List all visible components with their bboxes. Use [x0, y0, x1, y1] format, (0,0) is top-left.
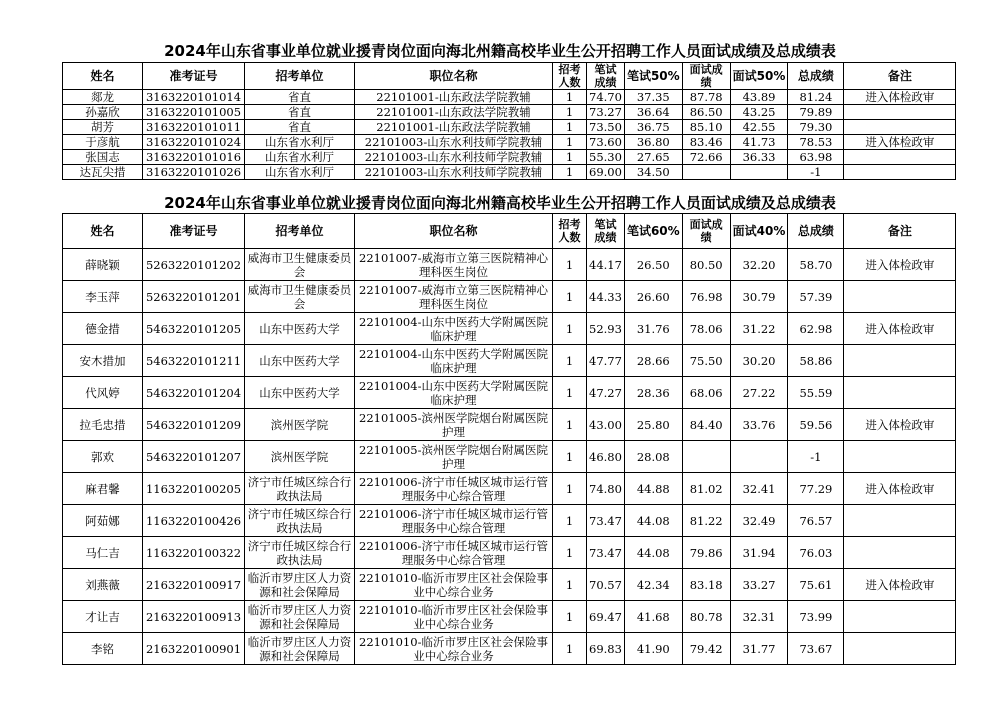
- cell-interview-weighted: 27.22: [730, 377, 788, 409]
- cell-interview-score: 76.98: [682, 281, 730, 313]
- cell-written-score: 69.00: [587, 165, 625, 180]
- cell-exam-id: 5463220101205: [143, 313, 245, 345]
- cell-interview-score: 68.06: [682, 377, 730, 409]
- header-name: 姓名: [63, 63, 143, 90]
- cell-recruiting-unit: 临沂市罗庄区人力资源和社会保障局: [245, 601, 355, 633]
- table-row: [63, 377, 956, 409]
- cell-interview-score: 87.78: [682, 90, 730, 105]
- cell-name: 安木措加: [63, 345, 143, 377]
- cell-exam-id: 5263220101201: [143, 281, 245, 313]
- cell-remark: [844, 537, 956, 569]
- cell-recruiting-unit: 山东省水利厅: [245, 150, 355, 165]
- table-row: [63, 473, 956, 505]
- cell-quota: 1: [553, 473, 587, 505]
- cell-interview-score: 79.42: [682, 633, 730, 665]
- cell-position-name: 22101004-山东中医药大学附属医院临床护理: [355, 345, 553, 377]
- cell-quota: 1: [553, 281, 587, 313]
- cell-quota: 1: [553, 165, 587, 180]
- cell-exam-id: 3163220101014: [143, 90, 245, 105]
- cell-written-score: 73.47: [587, 537, 625, 569]
- cell-interview-weighted: 30.20: [730, 345, 788, 377]
- cell-total-score: 62.98: [788, 313, 844, 345]
- cell-remark: [844, 150, 956, 165]
- table-row: [63, 537, 956, 569]
- cell-exam-id: 2163220100917: [143, 569, 245, 601]
- cell-name: 李铭: [63, 633, 143, 665]
- cell-written-score: 46.80: [587, 441, 625, 473]
- cell-interview-weighted: 30.79: [730, 281, 788, 313]
- cell-remark: 进入体检政审: [844, 135, 956, 150]
- cell-total-score: 79.89: [788, 105, 844, 120]
- cell-quota: 1: [553, 150, 587, 165]
- cell-interview-weighted: 32.49: [730, 505, 788, 537]
- table-row: [63, 150, 956, 165]
- cell-total-score: 57.39: [788, 281, 844, 313]
- cell-written-score: 47.27: [587, 377, 625, 409]
- cell-recruiting-unit: 济宁市任城区综合行政执法局: [245, 537, 355, 569]
- cell-recruiting-unit: 滨州医学院: [245, 409, 355, 441]
- cell-recruiting-unit: 临沂市罗庄区人力资源和社会保障局: [245, 633, 355, 665]
- cell-quota: 1: [553, 409, 587, 441]
- table-row: [63, 313, 956, 345]
- cell-written-score: 55.30: [587, 150, 625, 165]
- cell-written-weighted: 27.65: [624, 150, 682, 165]
- cell-total-score: 78.53: [788, 135, 844, 150]
- cell-remark: [844, 105, 956, 120]
- cell-interview-weighted: 31.22: [730, 313, 788, 345]
- cell-position-name: 22101006-济宁市任城区城市运行管理服务中心综合管理: [355, 537, 553, 569]
- cell-total-score: -1: [788, 165, 844, 180]
- table-row: [63, 441, 956, 473]
- cell-written-score: 73.50: [587, 120, 625, 135]
- cell-written-weighted: 28.66: [624, 345, 682, 377]
- cell-position-name: 22101007-威海市立第三医院精神心理科医生岗位: [355, 281, 553, 313]
- cell-name: 德金措: [63, 313, 143, 345]
- cell-interview-weighted: 33.27: [730, 569, 788, 601]
- cell-total-score: 58.70: [788, 249, 844, 281]
- cell-written-weighted: 36.80: [624, 135, 682, 150]
- cell-name: 李玉萍: [63, 281, 143, 313]
- table-row: [63, 345, 956, 377]
- cell-quota: 1: [553, 505, 587, 537]
- cell-position-name: 22101010-临沂市罗庄区社会保险事业中心综合业务: [355, 633, 553, 665]
- table-row: [63, 569, 956, 601]
- cell-recruiting-unit: 威海市卫生健康委员会: [245, 249, 355, 281]
- cell-interview-weighted: [730, 441, 788, 473]
- header-remark: 备注: [844, 63, 956, 90]
- cell-written-score: 73.60: [587, 135, 625, 150]
- cell-position-name: 22101004-山东中医药大学附属医院临床护理: [355, 313, 553, 345]
- header-interview-score: 面试成绩: [682, 63, 730, 90]
- cell-remark: [844, 120, 956, 135]
- cell-exam-id: 3163220101011: [143, 120, 245, 135]
- cell-name: 马仁吉: [63, 537, 143, 569]
- cell-name: 郯龙: [63, 90, 143, 105]
- table2-header-row: [63, 214, 956, 249]
- cell-interview-weighted: 42.55: [730, 120, 788, 135]
- cell-written-weighted: 36.64: [624, 105, 682, 120]
- cell-written-score: 44.17: [587, 249, 625, 281]
- cell-interview-score: 78.06: [682, 313, 730, 345]
- cell-exam-id: 1163220100205: [143, 473, 245, 505]
- cell-total-score: 76.03: [788, 537, 844, 569]
- cell-recruiting-unit: 省直: [245, 120, 355, 135]
- cell-quota: 1: [553, 249, 587, 281]
- cell-written-weighted: 31.76: [624, 313, 682, 345]
- cell-interview-score: 80.50: [682, 249, 730, 281]
- cell-remark: 进入体检政审: [844, 249, 956, 281]
- table-row: [63, 633, 956, 665]
- cell-quota: 1: [553, 601, 587, 633]
- cell-written-score: 47.77: [587, 345, 625, 377]
- cell-position-name: 22101010-临沂市罗庄区社会保险事业中心综合业务: [355, 569, 553, 601]
- table-row: [63, 409, 956, 441]
- cell-written-weighted: 25.80: [624, 409, 682, 441]
- cell-remark: [844, 441, 956, 473]
- cell-written-weighted: 36.75: [624, 120, 682, 135]
- cell-remark: [844, 345, 956, 377]
- cell-total-score: 59.56: [788, 409, 844, 441]
- cell-recruiting-unit: 省直: [245, 105, 355, 120]
- table2-body: [63, 249, 956, 665]
- cell-interview-score: 75.50: [682, 345, 730, 377]
- table-row: [63, 505, 956, 537]
- cell-interview-weighted: 32.41: [730, 473, 788, 505]
- header-written-score: 笔试成绩: [587, 214, 625, 249]
- cell-total-score: 73.99: [788, 601, 844, 633]
- cell-name: 刘燕薇: [63, 569, 143, 601]
- cell-total-score: 63.98: [788, 150, 844, 165]
- cell-written-score: 74.70: [587, 90, 625, 105]
- cell-interview-weighted: 43.89: [730, 90, 788, 105]
- cell-recruiting-unit: 山东中医药大学: [245, 377, 355, 409]
- table-row: [63, 165, 956, 180]
- cell-interview-score: 83.18: [682, 569, 730, 601]
- cell-exam-id: 3163220101016: [143, 150, 245, 165]
- cell-written-score: 69.83: [587, 633, 625, 665]
- table1-title: 2024年山东省事业单位就业援青岗位面向海北州籍高校毕业生公开招聘工作人员面试成绩及总成绩表: [164, 42, 836, 60]
- cell-remark: [844, 601, 956, 633]
- cell-remark: [844, 505, 956, 537]
- cell-quota: 1: [553, 90, 587, 105]
- cell-position-name: 22101001-山东政法学院教辅: [355, 105, 553, 120]
- cell-name: 张国志: [63, 150, 143, 165]
- score-table-2: [62, 213, 956, 665]
- cell-written-weighted: 37.35: [624, 90, 682, 105]
- cell-interview-score: 72.66: [682, 150, 730, 165]
- table-row: [63, 281, 956, 313]
- cell-interview-score: 86.50: [682, 105, 730, 120]
- header-recruiting-unit: 招考单位: [245, 63, 355, 90]
- cell-written-weighted: 44.88: [624, 473, 682, 505]
- cell-recruiting-unit: 山东中医药大学: [245, 345, 355, 377]
- header-interview-score: 面试成绩: [682, 214, 730, 249]
- cell-recruiting-unit: 济宁市任城区综合行政执法局: [245, 505, 355, 537]
- cell-exam-id: 3163220101005: [143, 105, 245, 120]
- cell-written-weighted: 44.08: [624, 537, 682, 569]
- cell-quota: 1: [553, 377, 587, 409]
- cell-recruiting-unit: 山东省水利厅: [245, 135, 355, 150]
- cell-position-name: 22101001-山东政法学院教辅: [355, 120, 553, 135]
- header-remark: 备注: [844, 214, 956, 249]
- cell-position-name: 22101010-临沂市罗庄区社会保险事业中心综合业务: [355, 601, 553, 633]
- header-position-name: 职位名称: [355, 214, 553, 249]
- header-written-weighted: 笔试60%: [624, 214, 682, 249]
- cell-exam-id: 1163220100426: [143, 505, 245, 537]
- cell-written-weighted: 28.08: [624, 441, 682, 473]
- cell-interview-score: 81.22: [682, 505, 730, 537]
- cell-written-score: 43.00: [587, 409, 625, 441]
- cell-name: 麻君馨: [63, 473, 143, 505]
- table1-header-row: [63, 63, 956, 90]
- cell-position-name: 22101001-山东政法学院教辅: [355, 90, 553, 105]
- cell-position-name: 22101005-滨州医学院烟台附属医院护理: [355, 409, 553, 441]
- cell-remark: 进入体检政审: [844, 90, 956, 105]
- cell-remark: [844, 165, 956, 180]
- cell-name: 代风婷: [63, 377, 143, 409]
- cell-exam-id: 5463220101211: [143, 345, 245, 377]
- table-row: [63, 135, 956, 150]
- cell-quota: 1: [553, 120, 587, 135]
- cell-interview-weighted: [730, 165, 788, 180]
- cell-position-name: 22101003-山东水利技师学院教辅: [355, 165, 553, 180]
- cell-recruiting-unit: 山东中医药大学: [245, 313, 355, 345]
- cell-written-weighted: 41.68: [624, 601, 682, 633]
- cell-remark: 进入体检政审: [844, 569, 956, 601]
- cell-written-score: 74.80: [587, 473, 625, 505]
- header-name: 姓名: [63, 214, 143, 249]
- cell-interview-weighted: 31.94: [730, 537, 788, 569]
- cell-name: 阿茹娜: [63, 505, 143, 537]
- cell-name: 郭欢: [63, 441, 143, 473]
- cell-name: 于彦航: [63, 135, 143, 150]
- cell-written-weighted: 34.50: [624, 165, 682, 180]
- cell-total-score: 81.24: [788, 90, 844, 105]
- cell-recruiting-unit: 威海市卫生健康委员会: [245, 281, 355, 313]
- table-row: [63, 90, 956, 105]
- cell-name: 才让吉: [63, 601, 143, 633]
- table-row: [63, 120, 956, 135]
- header-quota: 招考人数: [553, 214, 587, 249]
- cell-quota: 1: [553, 105, 587, 120]
- cell-written-score: 69.47: [587, 601, 625, 633]
- cell-total-score: 76.57: [788, 505, 844, 537]
- header-total-score: 总成绩: [788, 214, 844, 249]
- cell-interview-score: 83.46: [682, 135, 730, 150]
- cell-quota: 1: [553, 345, 587, 377]
- header-recruiting-unit: 招考单位: [245, 214, 355, 249]
- cell-remark: 进入体检政审: [844, 409, 956, 441]
- table-row: [63, 601, 956, 633]
- cell-quota: 1: [553, 537, 587, 569]
- cell-position-name: 22101006-济宁市任城区城市运行管理服务中心综合管理: [355, 473, 553, 505]
- table-row: [63, 105, 956, 120]
- cell-interview-weighted: 32.31: [730, 601, 788, 633]
- cell-written-score: 73.27: [587, 105, 625, 120]
- table-row: [63, 249, 956, 281]
- header-quota: 招考人数: [553, 63, 587, 90]
- cell-written-score: 52.93: [587, 313, 625, 345]
- cell-quota: 1: [553, 569, 587, 601]
- header-position-name: 职位名称: [355, 63, 553, 90]
- cell-recruiting-unit: 济宁市任城区综合行政执法局: [245, 473, 355, 505]
- cell-position-name: 22101003-山东水利技师学院教辅: [355, 135, 553, 150]
- cell-interview-weighted: 31.77: [730, 633, 788, 665]
- cell-quota: 1: [553, 313, 587, 345]
- cell-interview-score: 84.40: [682, 409, 730, 441]
- cell-written-weighted: 26.50: [624, 249, 682, 281]
- table1-body: [63, 90, 956, 180]
- cell-exam-id: 3163220101024: [143, 135, 245, 150]
- cell-total-score: 75.61: [788, 569, 844, 601]
- cell-exam-id: 2163220100901: [143, 633, 245, 665]
- cell-written-weighted: 41.90: [624, 633, 682, 665]
- cell-interview-score: 81.02: [682, 473, 730, 505]
- cell-total-score: -1: [788, 441, 844, 473]
- cell-interview-score: 85.10: [682, 120, 730, 135]
- cell-quota: 1: [553, 135, 587, 150]
- cell-interview-weighted: 41.73: [730, 135, 788, 150]
- cell-position-name: 22101004-山东中医药大学附属医院临床护理: [355, 377, 553, 409]
- score-table-1: [62, 62, 956, 180]
- table2-title: 2024年山东省事业单位就业援青岗位面向海北州籍高校毕业生公开招聘工作人员面试成绩及总成绩表: [164, 194, 836, 212]
- cell-total-score: 77.29: [788, 473, 844, 505]
- cell-position-name: 22101003-山东水利技师学院教辅: [355, 150, 553, 165]
- cell-name: 胡芳: [63, 120, 143, 135]
- cell-exam-id: 1163220100322: [143, 537, 245, 569]
- header-total-score: 总成绩: [788, 63, 844, 90]
- cell-interview-weighted: 32.20: [730, 249, 788, 281]
- cell-interview-score: [682, 441, 730, 473]
- cell-position-name: 22101006-济宁市任城区城市运行管理服务中心综合管理: [355, 505, 553, 537]
- cell-remark: [844, 633, 956, 665]
- header-exam-id: 准考证号: [143, 63, 245, 90]
- cell-recruiting-unit: 省直: [245, 90, 355, 105]
- cell-remark: 进入体检政审: [844, 313, 956, 345]
- cell-interview-weighted: 36.33: [730, 150, 788, 165]
- cell-remark: [844, 281, 956, 313]
- header-interview-weighted: 面试40%: [730, 214, 788, 249]
- cell-exam-id: 5263220101202: [143, 249, 245, 281]
- cell-written-score: 44.33: [587, 281, 625, 313]
- cell-remark: 进入体检政审: [844, 473, 956, 505]
- cell-interview-weighted: 43.25: [730, 105, 788, 120]
- cell-remark: [844, 377, 956, 409]
- cell-total-score: 55.59: [788, 377, 844, 409]
- header-written-score: 笔试成绩: [587, 63, 625, 90]
- cell-name: 薛晓颖: [63, 249, 143, 281]
- cell-exam-id: 5463220101207: [143, 441, 245, 473]
- cell-written-weighted: 28.36: [624, 377, 682, 409]
- cell-interview-score: 79.86: [682, 537, 730, 569]
- cell-exam-id: 5463220101204: [143, 377, 245, 409]
- cell-position-name: 22101005-滨州医学院烟台附属医院护理: [355, 441, 553, 473]
- cell-total-score: 73.67: [788, 633, 844, 665]
- cell-written-score: 70.57: [587, 569, 625, 601]
- cell-written-weighted: 44.08: [624, 505, 682, 537]
- cell-name: 达瓦尖措: [63, 165, 143, 180]
- cell-total-score: 58.86: [788, 345, 844, 377]
- cell-position-name: 22101007-威海市立第三医院精神心理科医生岗位: [355, 249, 553, 281]
- header-interview-weighted: 面试50%: [730, 63, 788, 90]
- cell-exam-id: 3163220101026: [143, 165, 245, 180]
- cell-interview-weighted: 33.76: [730, 409, 788, 441]
- cell-recruiting-unit: 滨州医学院: [245, 441, 355, 473]
- cell-exam-id: 5463220101209: [143, 409, 245, 441]
- cell-recruiting-unit: 临沂市罗庄区人力资源和社会保障局: [245, 569, 355, 601]
- cell-name: 孙嘉欣: [63, 105, 143, 120]
- cell-written-score: 73.47: [587, 505, 625, 537]
- cell-written-weighted: 42.34: [624, 569, 682, 601]
- cell-exam-id: 2163220100913: [143, 601, 245, 633]
- header-written-weighted: 笔试50%: [624, 63, 682, 90]
- cell-recruiting-unit: 山东省水利厅: [245, 165, 355, 180]
- cell-interview-score: 80.78: [682, 601, 730, 633]
- header-exam-id: 准考证号: [143, 214, 245, 249]
- cell-total-score: 79.30: [788, 120, 844, 135]
- cell-quota: 1: [553, 633, 587, 665]
- cell-quota: 1: [553, 441, 587, 473]
- cell-written-weighted: 26.60: [624, 281, 682, 313]
- cell-name: 拉毛忠措: [63, 409, 143, 441]
- cell-interview-score: [682, 165, 730, 180]
